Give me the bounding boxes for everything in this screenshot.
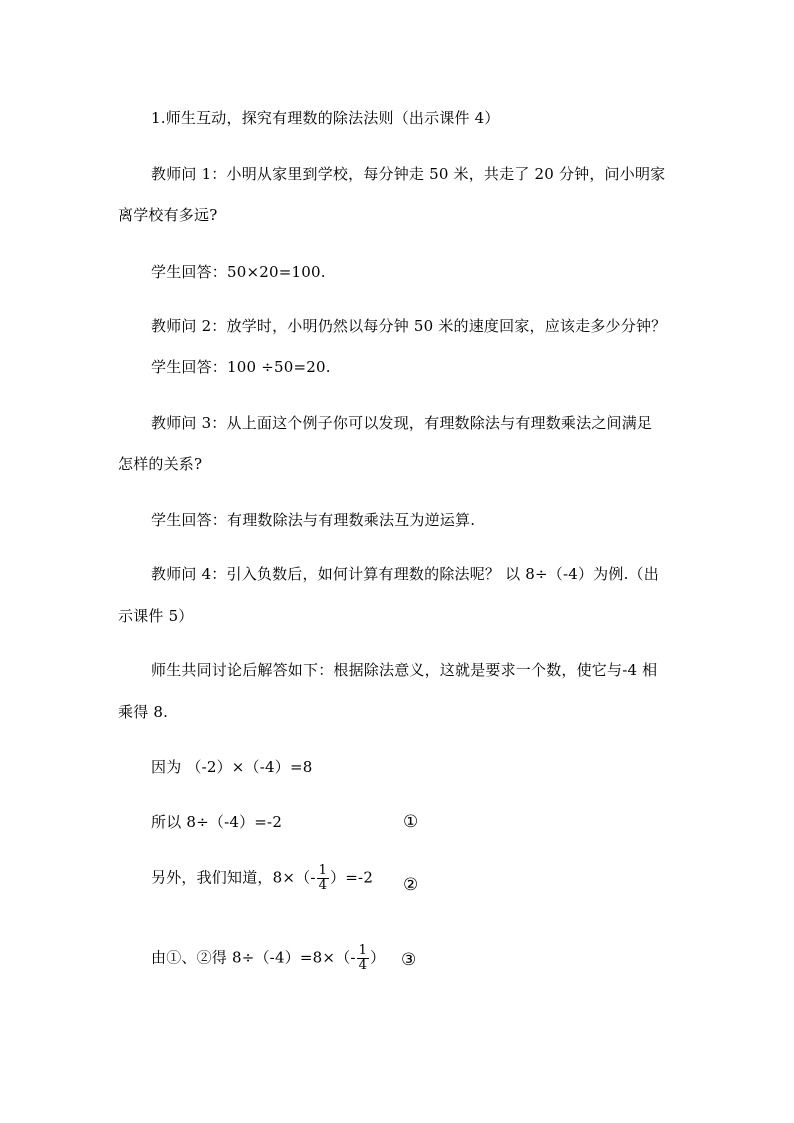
equation-because: 因为 （-2）×（-4）=8 [151, 758, 313, 776]
equation-1: 所以 8÷（-4）=-2 [151, 813, 283, 831]
teacher-question-4-cont: 示课件 5） [118, 607, 194, 625]
equation-2-prefix: 另外，我们知道，8× [151, 868, 296, 887]
teacher-question-1-cont: 离学校有多远? [118, 206, 218, 224]
fraction-one-quarter [357, 944, 369, 973]
equation-marker-2: ② [403, 875, 419, 895]
section-heading: 1.师生互动，探究有理数的除法法则（出示课件 4） [151, 109, 500, 127]
fraction-numerator: 1 [318, 863, 328, 878]
fraction-one-quarter [317, 864, 329, 893]
discussion-answer-cont: 乘得 8. [118, 703, 169, 721]
equation-3-open: （- [335, 948, 356, 967]
teacher-question-2: 教师问 2：放学时，小明仍然以每分钟 50 米的速度回家，应该走多少分钟？ [151, 317, 667, 335]
student-answer-2: 学生回答：100 ÷50=20. [151, 358, 331, 376]
equation-2-close: ）=-2 [330, 868, 374, 887]
equation-marker-3: ③ [401, 950, 417, 970]
equation-marker-1: ① [403, 812, 419, 832]
teacher-question-1: 教师问 1：小明从家里到学校，每分钟走 50 米，共走了 20 分钟，问小明家 [151, 165, 666, 183]
equation-2-open: （- [295, 868, 316, 887]
fraction-denominator: 4 [318, 878, 328, 893]
student-answer-1: 学生回答：50×20=100. [151, 263, 326, 281]
teacher-question-3: 教师问 3：从上面这个例子你可以发现，有理数除法与有理数乘法之间满足 [151, 414, 653, 432]
discussion-answer: 师生共同讨论后解答如下：根据除法意义，这就是要求一个数，使它与-4 相 [151, 661, 658, 679]
equation-3-close: ） [370, 948, 386, 967]
equation-3-prefix: 由①、②得 8÷（-4）=8× [151, 948, 336, 967]
teacher-question-3-cont: 怎样的关系? [118, 455, 203, 473]
fraction-numerator: 1 [358, 943, 368, 958]
fraction-denominator: 4 [358, 958, 368, 973]
student-answer-3: 学生回答：有理数除法与有理数乘法互为逆运算. [151, 511, 476, 529]
equation-2 [151, 864, 373, 893]
equation-3 [151, 944, 385, 973]
teacher-question-4: 教师问 4：引入负数后，如何计算有理数的除法呢？ 以 8÷（-4）为例.（出 [151, 565, 659, 583]
